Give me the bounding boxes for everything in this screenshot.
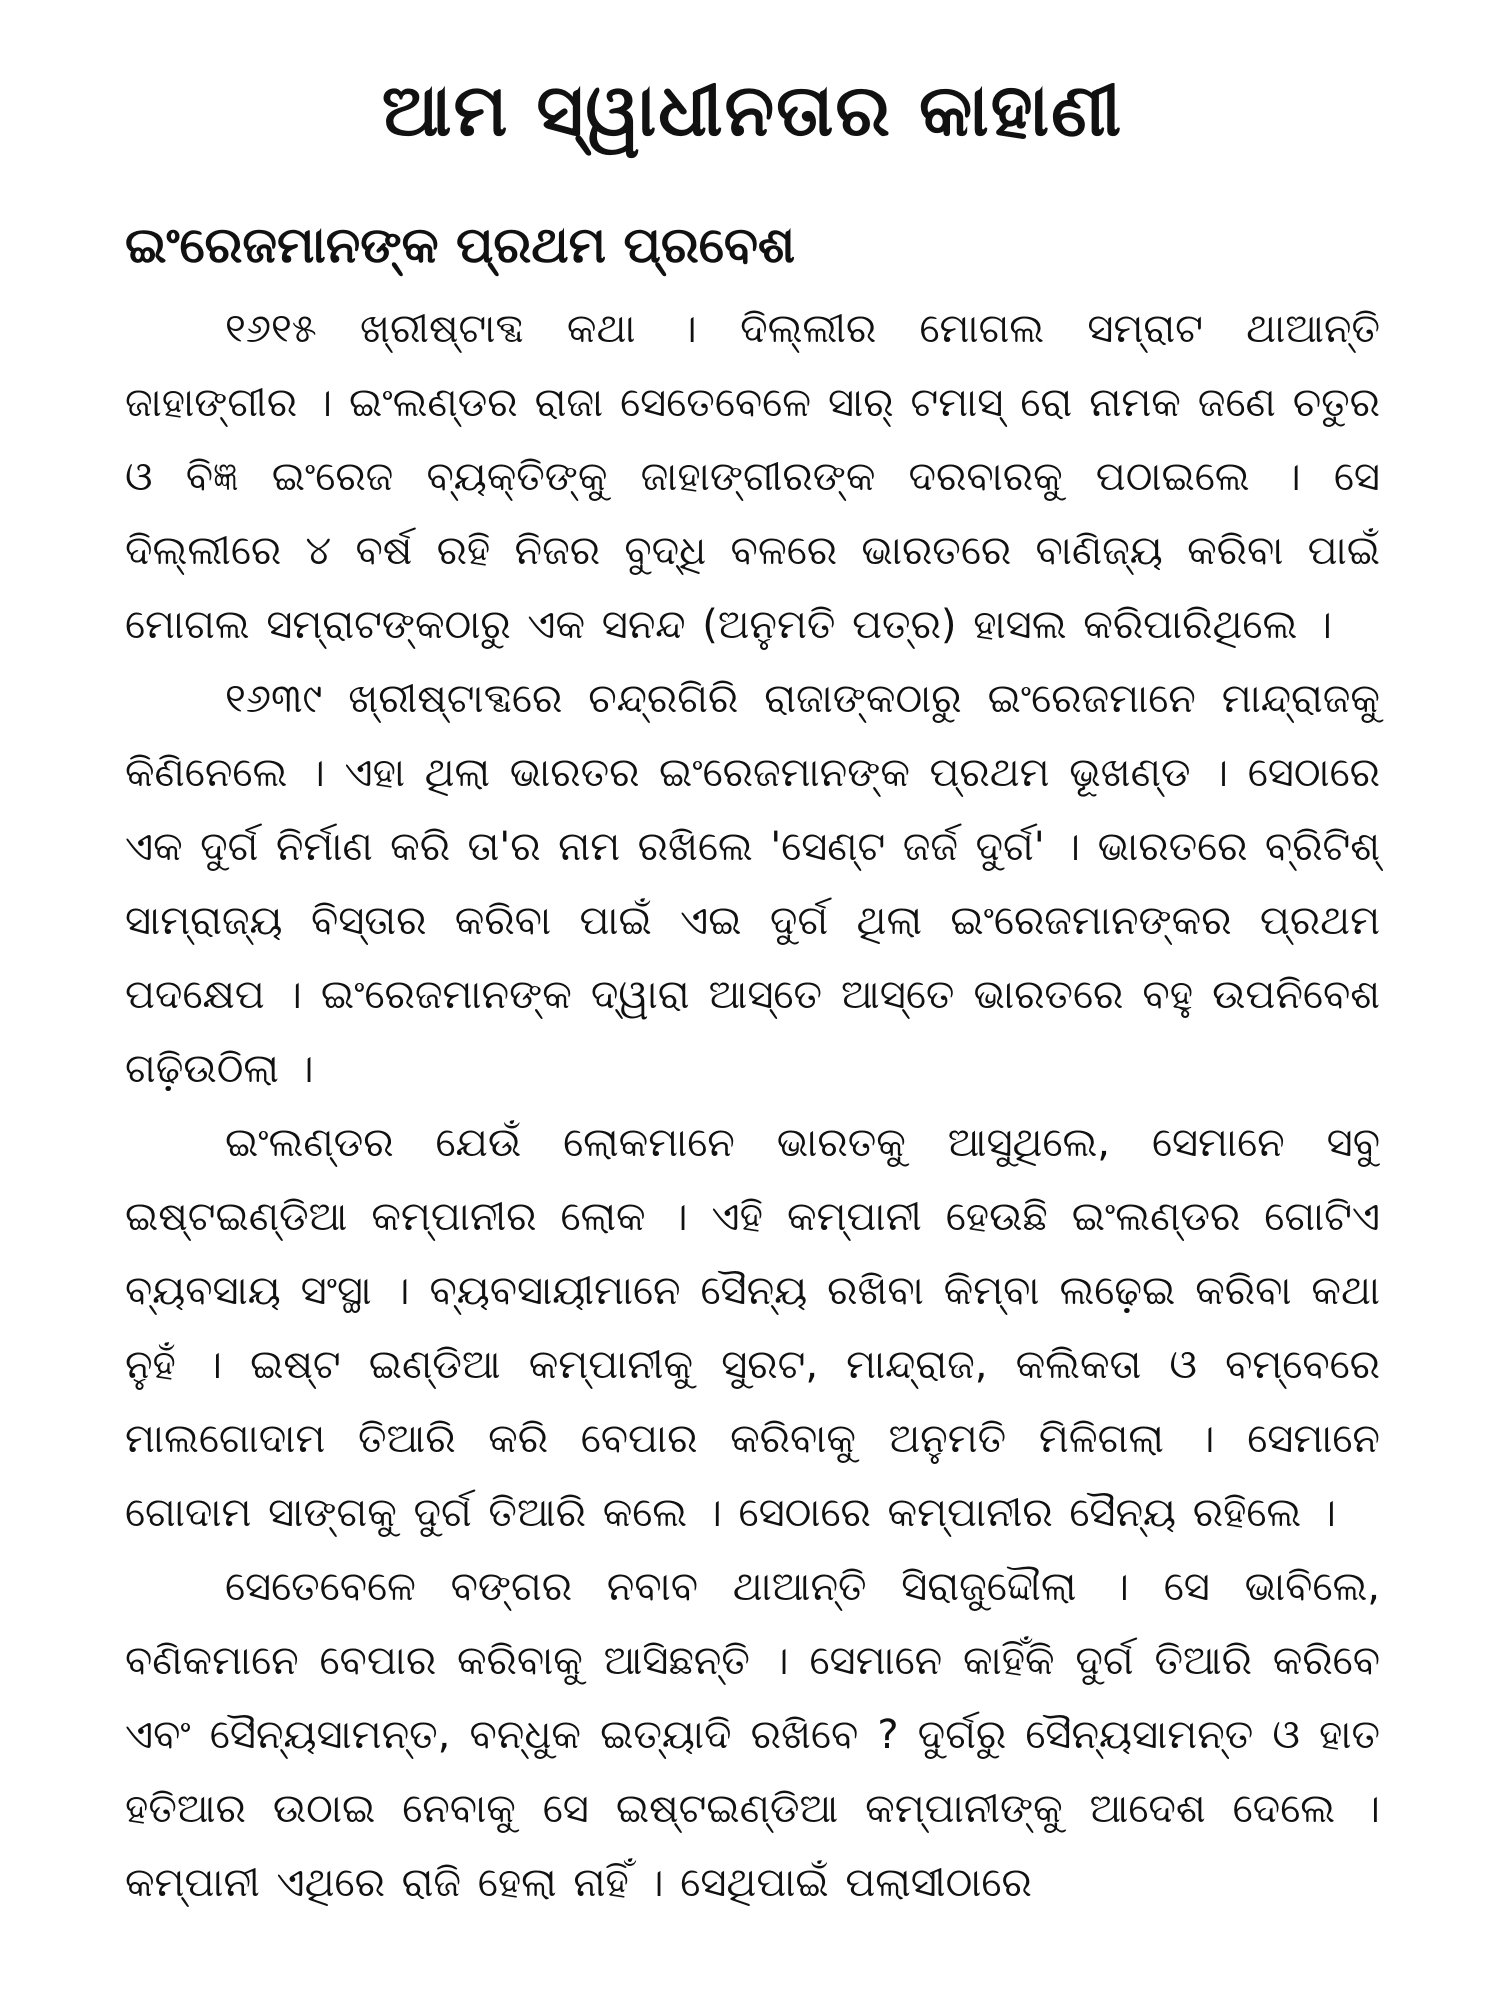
section-heading: ଇଂରେଜମାନଙ୍କ ପ୍ରଥମ ପ୍ରବେଶ — [125, 216, 796, 274]
document-title: ଆମ ସ୍ୱାଧୀନତାର କାହାଣୀ — [381, 68, 1124, 152]
paragraph-3: ଇଂଲଣ୍ଡର ଯେଉଁ ଲୋକମାନେ ଭାରତକୁ ଆସୁଥିଲେ, ସେମାନେ ସବୁ ଇଷ୍ଟଇଣ୍ଡିଆ କମ୍ପାନୀର ଲୋକ । ଏହି କମ୍ପାନୀ ହେଉଛି ଇଂଲଣ୍ଡର ଗୋଟିଏ ବ୍ୟବସାୟ ସଂସ୍ଥା । ବ୍ୟବସାୟୀମାନେ ସୈନ୍ୟ ରଖିବା କିମ୍ବା ଲଢ଼େଇ କରିବା କଥା ନୁହଁ । ଇଷ୍ଟ ଇଣ୍ଡିଆ କମ୍ପାନୀକୁ ସୁରଟ, ମାନ୍ଦ୍ରାଜ, କଲିକତା ଓ ବମ୍ବେରେ ମାଲଗୋଦାମ ତିଆରି କରି ବେପାର କରିବାକୁ ଅନୁମତି ମିଳିଗଲା । ସେମାନେ ଗୋଦାମ ସାଙ୍ଗକୁ ଦୁର୍ଗ ତିଆରି କଲେ । ସେଠାରେ କମ୍ପାନୀର ସୈନ୍ୟ ରହିଲେ । — [125, 1120, 1380, 1536]
paragraph-4: ସେତେବେଳେ ବଙ୍ଗର ନବାବ ଥାଆନ୍ତି ସିରାଜୁଦ୍ଦୌଲା । ସେ ଭାବିଲେ, ବଣିକମାନେ ବେପାର କରିବାକୁ ଆସିଛନ୍ତି । ସେମାନେ କାହିଁକି ଦୁର୍ଗ ତିଆରି କରିବେ ଏବଂ ସୈନ୍ୟସାମନ୍ତ, ବନ୍ଧୁକ ଇତ୍ୟାଦି ରଖିବେ ? ଦୁର୍ଗରୁ ସୈନ୍ୟସାମନ୍ତ ଓ ହାତ ହତିଆର ଉଠାଇ ନେବାକୁ ସେ ଇଷ୍ଟଇଣ୍ଡିଆ କମ୍ପାନୀଙ୍କୁ ଆଦେଶ ଦେଲେ । କମ୍ପାନୀ ଏଥିରେ ରାଜି ହେଲା ନାହିଁ । ସେଥିପାଇଁ ପଲାସୀଠାରେ — [125, 1564, 1380, 1906]
paragraph-2: ୧୬୩୯ ଖ୍ରୀଷ୍ଟାବ୍ଦରେ ଚନ୍ଦ୍ରଗିରି ରାଜାଙ୍କଠାରୁ ଇଂରେଜମାନେ ମାନ୍ଦ୍ରାଜକୁ କିଣିନେଲେ । ଏହା ଥିଲା ଭାରତର ଇଂରେଜମାନଙ୍କ ପ୍ରଥମ ଭୂଖଣ୍ଡ । ସେଠାରେ ଏକ ଦୁର୍ଗ ନିର୍ମାଣ କରି ତା'ର ନାମ ରଖିଲେ 'ସେଣ୍ଟ ଜର୍ଜ ଦୁର୍ଗ' । ଭାରତରେ ବ୍ରିଟିଶ୍ ସାମ୍ରାଜ୍ୟ ବିସ୍ତାର କରିବା ପାଇଁ ଏଇ ଦୁର୍ଗ ଥିଲା ଇଂରେଜମାନଙ୍କର ପ୍ରଥମ ପଦକ୍ଷେପ । ଇଂରେଜମାନଙ୍କ ଦ୍ୱାରା ଆସ୍ତେ ଆସ୍ତେ ଭାରତରେ ବହୁ ଉପନିବେଶ ଗଢ଼ିଉଠିଲା । — [125, 676, 1380, 1092]
paragraph-1: ୧୬୧୫ ଖ୍ରୀଷ୍ଟାବ୍ଦ କଥା । ଦିଲ୍ଲୀର ମୋଗଲ ସମ୍ରାଟ ଥାଆନ୍ତି ଜାହାଙ୍ଗୀର । ଇଂଲଣ୍ଡର ରାଜା ସେତେବେଳେ ସାର୍ ଟମାସ୍ ରୋ ନାମକ ଜଣେ ଚତୁର ଓ ବିଜ୍ଞ ଇଂରେଜ ବ୍ୟକ୍ତିଙ୍କୁ ଜାହାଙ୍ଗୀରଙ୍କ ଦରବାରକୁ ପଠାଇଲେ । ସେ ଦିଲ୍ଲୀରେ ୪ ବର୍ଷ ରହି ନିଜର ବୁଦ୍ଧି ବଳରେ ଭାରତରେ ବାଣିଜ୍ୟ କରିବା ପାଇଁ ମୋଗଲ ସମ୍ରାଟଙ୍କଠାରୁ ଏକ ସନନ୍ଦ (ଅନୁମତି ପତ୍ର) ହାସଲ କରିପାରିଥିଲେ । — [125, 306, 1380, 648]
